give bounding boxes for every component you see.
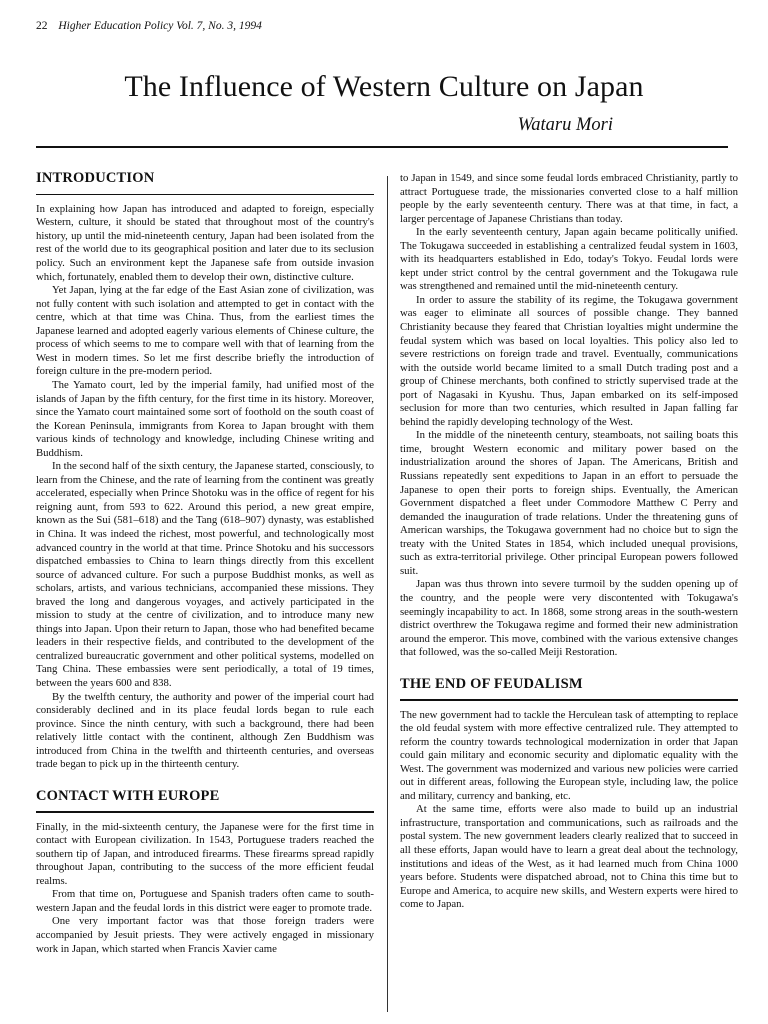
- section-rule: [36, 811, 374, 812]
- paragraph: In order to assure the stability of its regime, the Tokugawa government was eager to eliminate all sources of possible change. They banned Christianity because they feared that Christian loyalties might undermine the feudal system which was based on local loyalties. This policy also led to severe restrictions on foreign trade and travel. Eventually, communications with the outside world became limited to a small Dutch trading post and a group of Chinese merchants, both confined to strictly supervised trade at the port of Nagasaki in Kyushu. Thus, Japan embarked on its self-imposed seclusion for more than two centuries, which resulted in Japan falling far behind the rapidly developing technology of the West.: [400, 293, 738, 428]
- paragraph: In explaining how Japan has introduced and adapted to foreign, especially Western, culture, it should be stated that throughout most of the country's history, up until the mid-nineteenth century, Japan had been isolated from the rest of the world due to its geographical position and later due to its seclusion policy. Such an environment kept the Japanese safe from outside invasion which, fortunately, enabled them to develop their own, distinctive culture.: [36, 202, 374, 283]
- paragraph: At the same time, efforts were also made to build up an industrial infrastructure, transportation and communications, such as railroads and the postal system. The new government leaders clearly realized that to succeed in all these efforts, Japan would have to learn a great deal about the technology, institutions and ideas of the West, as it had learned much from China 1000 years before. Students were dispatched abroad, not to China this time but to Europe and America, to acquire new skills, and Western experts were hired to come to Japan.: [400, 803, 738, 911]
- left-column: [36, 172, 374, 956]
- paragraph: Yet Japan, lying at the far edge of the East Asian zone of civilization, was not fully content with such isolation and attempted to get in contact with the centre, which at that time was China. Thus, from the earliest times the Japanese learned and adopted eagerly various elements of Chinese culture, the process of which seems to me to compare well with that of learning from the West in modern times. So let me first describe briefly the introduction of foreign culture in the pre-modern period.: [36, 284, 374, 378]
- paragraph: The Yamato court, led by the imperial family, had unified most of the islands of Japan by the fifth century, for the first time in its history. Moreover, since the Yamato court maintained some sort of foothold on the south coast of the Korean Peninsula, immigrants from Korea to Japan brought with them various kinds of technology and knowledge, including Chinese writing and Buddhism.: [36, 378, 374, 459]
- journal-citation: Higher Education Policy Vol. 7, No. 3, 1994: [58, 20, 262, 32]
- page-number: 22: [36, 20, 48, 32]
- paragraph: In the middle of the nineteenth century, steamboats, not sailing boats this time, brought Western economic and military power based on the industrialization around the shores of Japan. The Americans, British and Russians repeatedly sent expeditions to Japan in an effort to persuade the Japanese to open their ports to foreign ships. Eventually, the American Government dispatched a fleet under Commodore Matthew C Perry and demanded the inauguration of trade relations. Under the threatening guns of American warships, the Tokugawa government had no choice but to sign the treaty with the United States in 1854, which included unequal provisions, such as extra-territorial privilege. Other principal European powers followed suit.: [400, 429, 738, 577]
- paragraph: In the second half of the sixth century, the Japanese started, consciously, to learn from the Chinese, and the rate of learning from the continent was greatly accelerated, especially when Prince Shotoku was in the office of regent for his reigning aunt, from 593 to 622. Around this period, a new great empire, known as the Sui (581–618) and the Tang (618–907) dynasty, was established in China. It was indeed the richest, most powerful, and technologically most advanced country in the world at that time. Prince Shotoku and his successors dispatched embassies to China to learn things directly from this excellent source of advanced culture. For such a purpose Buddhist monks, as well as scholars, artists, and various technicians, accompanied these missions. They braved the long and dangerous voyages, and actively participated in the mission to study at the centre of civilization, and to introduce many new things into Japan. Upon their return to Japan, those who had benefited became leaders in their respective fields, and contributed to the development of the centralized bureaucratic government and other political systems, modelled on Tang China. These embassies were sent periodically, a total of 19 times, between the years 600 and 838.: [36, 460, 374, 689]
- right-column: [400, 172, 738, 912]
- paragraph: One very important factor was that those foreign traders were accompanied by Jesuit priests. They were actively engaged in missionary work in Japan, which started when Francis Xavier came: [36, 915, 374, 955]
- section-heading-contact-with-europe: CONTACT WITH EUROPE: [36, 787, 220, 804]
- paragraph: to Japan in 1549, and since some feudal lords embraced Christianity, partly to attract Portuguese trade, the missionaries converted close to a half million people by the early seventeenth century. There was at that time, in fact, a larger percentage of Japanese Christians than today.: [400, 172, 738, 225]
- paragraph: By the twelfth century, the authority and power of the imperial court had considerably declined and in its place feudal lords began to rule each province. Since the ninth century, with such a background, there had been relatively little contact with the continent, although Zen Buddhism was introduced from China in the twelfth and thirteenth centuries, and overseas trade began to pick up in the thirteenth century.: [36, 690, 374, 771]
- paragraph: Japan was thus thrown into severe turmoil by the sudden opening up of the country, and the people were very discontented with Tokugawa's seemingly incapability to act. In 1868, some strong areas in the south-western district overthrew the Tokugawa regime and formed their new administration around the emperor. This move, combined with the various extensive changes that followed, was the so-called Meiji Restoration.: [400, 578, 738, 659]
- section-heading-end-of-feudalism: THE END OF FEUDALISM: [400, 675, 583, 692]
- paragraph: Finally, in the mid-sixteenth century, the Japanese were for the first time in contact with European civilization. In 1543, Portuguese traders reached the southern tip of Japan, and introduced firearms. These firearms spread rapidly throughout Japan, contributing to the success of the more efficient feudal realms.: [36, 820, 374, 887]
- section-rule: [36, 194, 374, 195]
- article-author: Wataru Mori: [517, 115, 613, 135]
- paragraph: From that time on, Portuguese and Spanish traders often came to south-western Japan and the feudal lords in this district were eager to promote trade.: [36, 888, 374, 914]
- section-rule: [400, 699, 738, 700]
- title-rule: [36, 146, 728, 148]
- running-header: [36, 20, 262, 32]
- paragraph: The new government had to tackle the Herculean task of attempting to replace the old feudal system with more effective centralized rule. They attempted to reform the country towards technological modernization in order that Japan could gain military and economic security and diplomatic equality with the West. The government was modernized and various new policies were carried out in different areas, following the European style, including law, the police and military, currency and banking, etc.: [400, 708, 738, 802]
- column-divider: [387, 176, 388, 1012]
- section-heading-introduction: INTRODUCTION: [36, 170, 155, 186]
- article-title: The Influence of Western Culture on Japan: [124, 70, 644, 103]
- paragraph: In the early seventeenth century, Japan again became politically unified. The Tokugawa succeeded in establishing a centralized feudal system in 1603, with its headquarters established in Edo, today's Tokyo. Feudal lords were kept under strict control by the central government and the Tokugawa rule was strengthened and remained until the mid-nineteenth century.: [400, 226, 738, 293]
